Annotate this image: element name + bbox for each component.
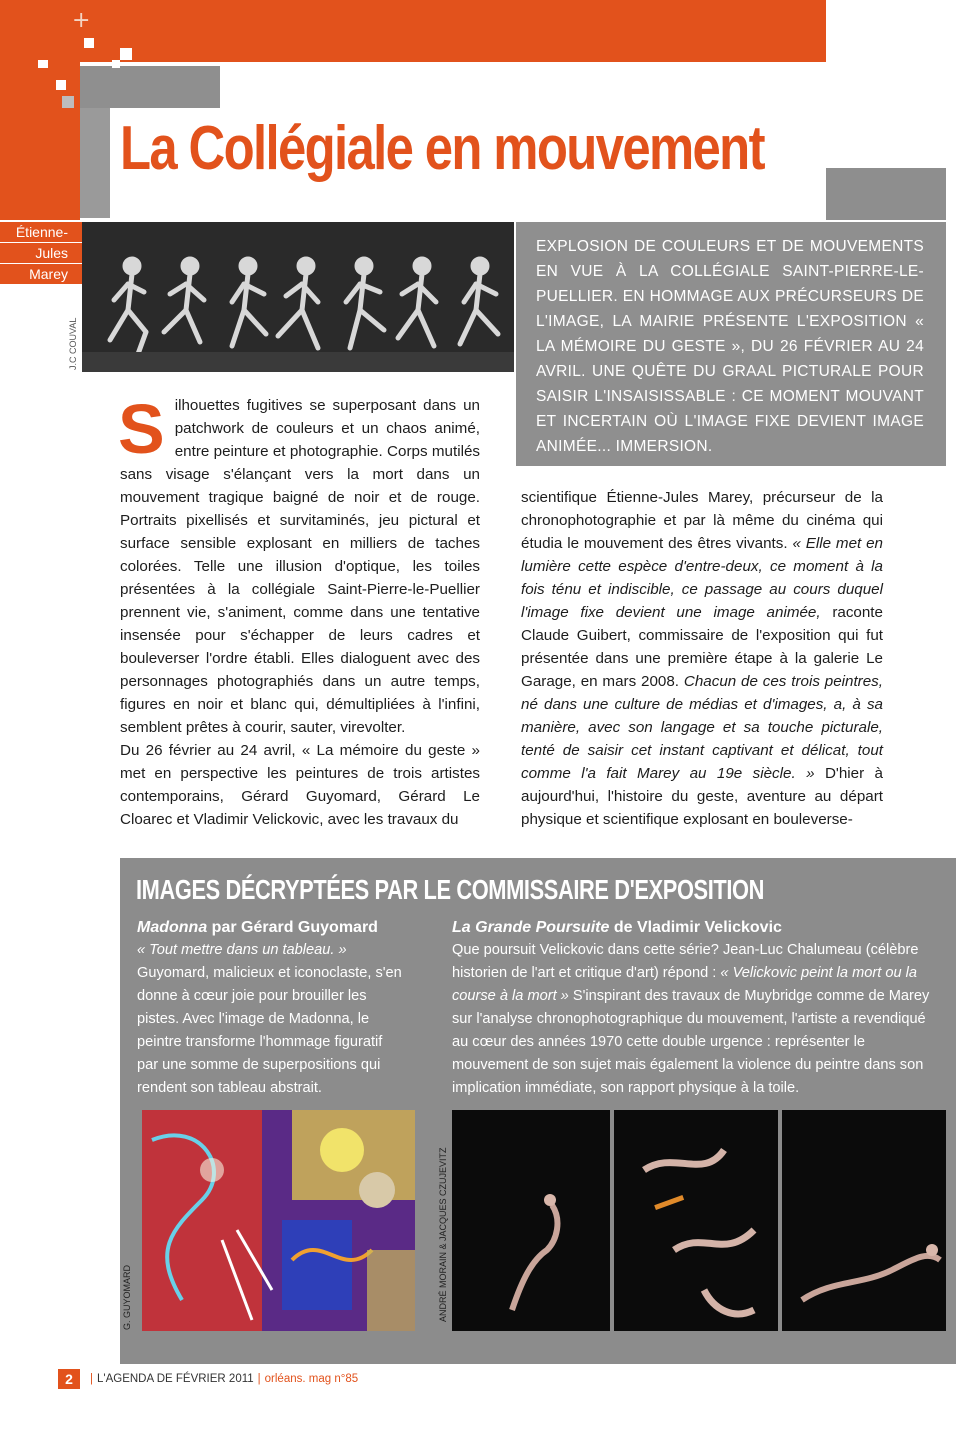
velickovic-painting [614,1110,778,1331]
separator: | [257,1373,261,1385]
article-paragraph: ilhouettes fugitives se superposant dans un patchwork de couleurs et un chaos animé, entre peinture et photographie. Corps mutilés sans visage s'élançant vers la mort dans un mouvement tragique baigné de noir et de rouge. Portraits pixellisés et survitaminés, jeu pictural et surface sensible explosant en milliers de taches colorées. Telle une illusion d'optique, les toiles présentées à la collégiale Saint-Pierre-le-Puellier prennent vie, s'animent, comme dans une tentative insensée pour s'échapper de leurs cadres et bouleverser l'ordre établi. Elles dialoguent avec des personnages photographiés dans un autre temps, figures en noir et blanc qui, démultipliées à l'infini, semblent prêtes à courir, sauter, virevolter. [120,397,480,736]
section-text: Guyomard, malicieux et iconoclaste, s'en donne à cœur joie pour brouiller les pistes. Avec l'image de Madonna, le peintre transforme l'hommage figuratif par une somme de superpositions qui rendent son tableau abstrait. [137,965,402,1096]
caption-line: Étienne- [0,222,82,243]
section-quote [137,939,405,962]
painting-illustration [142,1110,415,1331]
decor-block [80,66,220,108]
section-heading [137,916,405,939]
article-quote: « Elle met en lumière cette espèce d'entre-deux, ce moment à la fois ténu et indiscible, ce passage au cours duquel l'image fixe devient une image animée, [521,535,883,621]
article-column-left [118,390,480,831]
decor-pixel [84,38,94,48]
separator: | [90,1373,93,1385]
plus-icon: + [72,8,91,33]
intro-text: EXPLOSION DE COULEURS ET DE MOUVEMENTS EN VUE À LA COLLÉGIALE SAINT-PIERRE-LE-PUELLIER. EN HOMMAGE AUX PRÉCURSEURS DE L'IMAGE, LA MAIRIE PRÉSENTE L'EXPOSITION « LA MÉMOIRE DU GESTE », DU 26 FÉVRIER AU 24 AVRIL. UNE QUÊTE DU GRAAL PICTURALE POUR SAISIR L'INSAISISSABLE : CE MOMENT MOUVANT ET INCERTAIN OÙ L'IMAGE FIXE DEVIENT IMAGE ANIMÉE... IMMERSION. [536,238,924,455]
article-text: raconte Claude Guibert, commissaire de l'exposition qui fut présentée dans une première étape à la galerie Le Garage, en mars 2008. [521,604,883,690]
runners-illustration [82,222,514,372]
madonna-painting [142,1110,415,1331]
box-title: IMAGES DÉCRYPTÉES PAR LE COMMISSAIRE D'EXPOSITION [136,874,765,905]
work-title: La Grande Poursuite [452,919,610,936]
section-text [452,939,936,1100]
side-band [0,62,80,220]
page-number: 2 [58,1369,80,1389]
footer-magazine: orléans. mag n°85 [264,1373,359,1385]
article-paragraph: Du 26 février au 24 avril, « La mémoire du geste » met en perspective les peintures de trois artistes contemporains, Gérard Guyomard, Gérard Le Cloarec et Vladimir Velickovic, avec les travaux du [120,742,480,828]
page-footer [58,1368,358,1390]
photo-credit: ANDRÉ MORAIN & JACQUES CZUJEVITZ [438,1147,448,1322]
decor-pixel [38,60,48,68]
photo-credit: G. GUYOMARD [122,1264,132,1330]
velickovic-section [452,916,936,1100]
decor-pixel [62,96,74,108]
page-title: La Collégiale en mouvement [120,114,764,183]
text-part: S'inspirant des travaux de Muybridge comme de Marey sur l'analyse chronophotographique du mouvement, l'artiste a revendiqué au cœur des années 1970 cette double urgence : représenter le mouvement de son sujet mais également la violence du peintre dans son implication immédiate, son rapport physique à la toile. [452,988,930,1096]
chronophotograph [82,222,514,372]
photo-credit: J.C COUVAL [68,317,78,370]
quote-text: « Tout mettre dans un tableau. » [137,942,347,958]
article-text: scientifique Étienne-Jules Marey, précurseur de la chronophotographie et par là même du cinéma qui étudia le mouvement des êtres vivants. [521,489,883,552]
work-author: de Vladimir Velickovic [609,919,782,936]
intro-box [516,222,946,466]
painting-illustration [614,1110,778,1331]
decor-block [826,168,946,220]
caption-tag [0,222,82,285]
footer-agenda: L'AGENDA DE FÉVRIER 2011 [97,1373,254,1385]
decor-pixel [112,60,120,68]
velickovic-painting [782,1110,946,1331]
work-title: Madonna [137,919,208,936]
dropcap: S [118,390,165,468]
article-quote: Chacun de ces trois peintres, né dans une culture de médias et d'images, a, à sa manière, avec son langage et sa touche picturale, tenté de saisir cet instant captivant et délicat, tout comme l'a fait Marey au 19e siècle. » [521,673,884,782]
caption-line: Jules [0,243,82,264]
quote-text: « Velickovic peint la mort ou la course à la mort » [452,965,917,1004]
painting-illustration [782,1110,946,1331]
decor-block [80,108,110,218]
madonna-section [137,916,405,1100]
decor-pixel [56,80,66,90]
text-part: Que poursuit Velickovic dans cette série? Jean-Luc Chalumeau (célèbre historien de l'art et critique d'art) répond : [452,942,919,981]
work-author: par Gérard Guyomard [207,919,378,936]
caption-line: Marey [0,264,82,285]
article-column-right [521,486,883,831]
article-text: D'hier à aujourd'hui, l'histoire du geste, aventure au départ physique et scientifique explosant en bouleverse- [521,765,883,828]
velickovic-painting [452,1110,610,1331]
decor-pixel [120,48,132,60]
painting-illustration [452,1110,610,1331]
section-heading [452,916,936,939]
